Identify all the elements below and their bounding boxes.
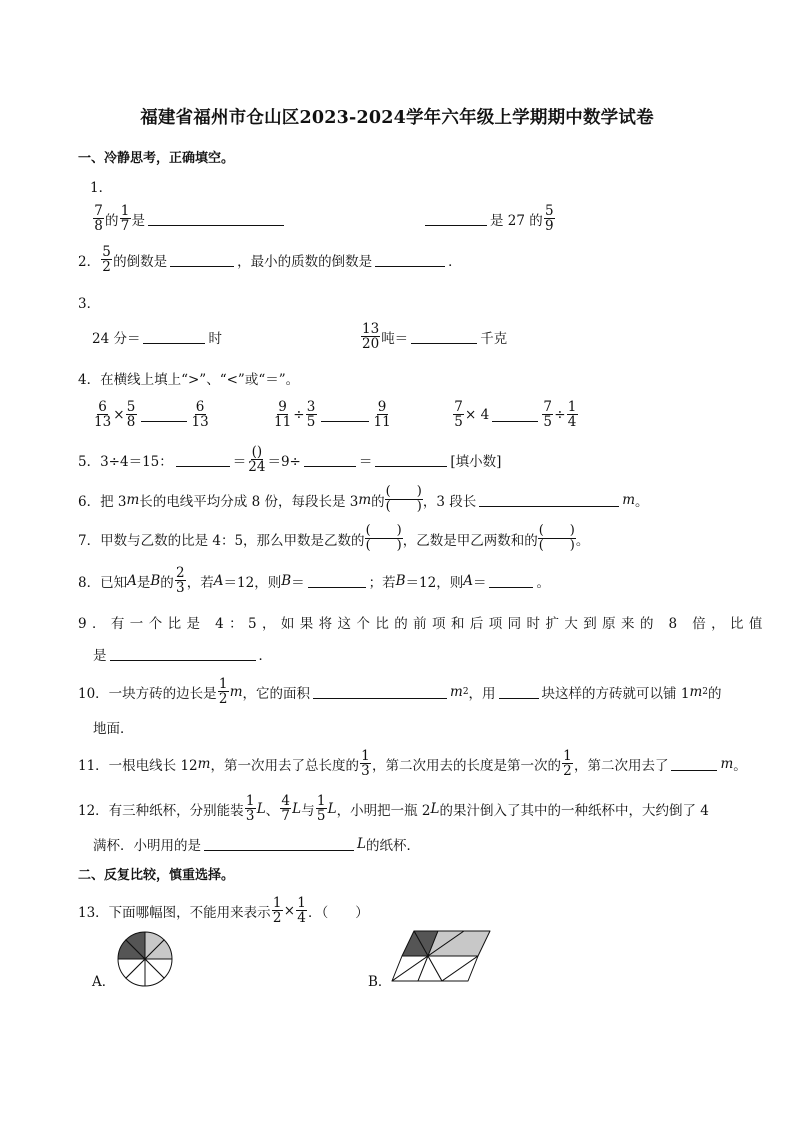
section-heading-2: 二、反复比较，慎重选择。 [78,868,235,883]
q12-line1: 12．有三种纸杯，分别能装 1 3 L 、 4 7 L 与 1 5 L ，小明把一瓶 2 L 的果汁倒入了其中的一种纸杯中，大约倒了 4 [78,793,709,825]
fraction: $\frac{1}{2}$ [272,895,282,927]
fraction: 1 5 [316,793,326,825]
q11: 11．一根电线长 12 m ，第一次用去了总长度的 1 3 ，第二次用去的长度是第一次的 1 2 ，第二次用去了 m 。 [78,748,747,780]
q10-line2: 地面． [93,721,134,737]
q12-line2: 满杯．小明用的是 L 的纸杯． [93,836,420,854]
answer-blank[interactable] [492,408,538,422]
option-b-parallelogram-figure[interactable] [390,930,494,982]
answer-blank[interactable] [170,253,234,267]
answer-blank[interactable] [425,212,487,226]
q1-number: 1． [90,180,113,196]
answer-blank[interactable] [489,574,533,588]
answer-blank[interactable] [204,837,354,851]
paren-fraction[interactable]: ( ) ( ) [538,523,575,554]
q9-line2: 是 ． [93,648,272,664]
fraction: 5 9 [544,203,554,235]
fraction: 4 7 [281,793,290,825]
answer-blank[interactable] [499,685,539,699]
q5: 5．3÷4＝15： ＝ () 24 ＝9÷ ＝ [填小数] [78,444,502,476]
answer-blank[interactable] [479,493,619,507]
answer-blank[interactable] [671,757,717,771]
answer-blank[interactable] [375,253,445,267]
fraction: $\frac{7}{5}$ [454,399,463,431]
q4-part-a: $\frac{6}{13}$ × $\frac{5}{8}$ 6 13 [94,399,209,431]
option-a-circle-figure[interactable] [117,931,173,987]
q1-part-a: 7 8 的 1 7 是 [92,204,287,233]
answer-blank[interactable] [313,685,447,699]
fraction: $\frac{7}{5}$ [543,399,552,431]
q10-line1: 10．一块方砖的边长是 1 2 m ，它的面积 m 2 ，用 块这样的方砖就可以铺 1 m 2 的 [78,676,722,708]
answer-blank[interactable] [148,212,284,226]
answer-blank[interactable] [304,453,356,467]
q3-part-a: 24 分＝ 时 [92,331,222,347]
fraction: $\frac{3}{5}$ [306,399,316,431]
q13: 13．下面哪幅图，不能用来表示 $\frac{1}{2}$ × $\frac{1}{4}$ ．（ ） [78,895,369,927]
answer-blank[interactable] [141,408,187,422]
fraction: 6 13 [191,399,209,431]
answer-blank[interactable] [411,330,477,344]
answer-blank[interactable] [143,330,205,344]
q9-line1: 9．有一个比是 4：5，如果将这个比的前项和后项同时扩大到原来的 8 倍，比值 [78,616,768,632]
fraction: $\frac{5}{8}$ [126,399,136,431]
fraction: 5 2 [102,244,111,276]
fraction: 1 3 [245,793,255,825]
q1-part-b: 是 27 的 5 9 [422,204,556,233]
q4-text: 4．在横线上填上“>”、“<”或“＝”。 [78,372,300,388]
fraction: $\frac{6}{13}$ [94,399,112,431]
answer-blank[interactable] [176,453,230,467]
q2: 2． 5 2 的倒数是 ，最小的质数的倒数是 ． [78,244,462,276]
fraction: () 24 [248,444,266,476]
fraction: 13 20 [362,321,380,353]
answer-blank[interactable] [321,408,369,422]
paren-fraction[interactable]: ( ) ( ) [385,484,422,515]
fraction: $\frac{1}{4}$ [297,895,306,927]
fraction: 1 2 [563,748,572,780]
answer-blank[interactable] [110,647,256,661]
q6: 6．把 3 m 长的电线平均分成 8 份，每段长是 3 m 的 ( ) ( ) ，3 段长 m 。 [78,484,649,515]
fraction: 9 11 [373,399,391,431]
q7: 7．甲数与乙数的比是 4：5，那么甲数是乙数的 ( ) ( ) ，乙数是甲乙两数和的 ( ) ( ) 。 [78,523,590,554]
fraction: $\frac{1}{4}$ [567,399,577,431]
paren-fraction[interactable]: ( ) ( ) [365,523,402,554]
option-a-label[interactable]: A． [92,974,116,990]
answer-blank[interactable] [308,574,366,588]
fraction: 2 3 [175,565,185,597]
option-b-label[interactable]: B． [368,974,392,990]
fraction: 7 8 [94,203,103,235]
fraction: $\frac{9}{11}$ [274,399,292,431]
q4-part-c: $\frac{7}{5}$ × 4 $\frac{7}{5}$ ÷ $\frac{1}{4}$ [454,399,577,431]
q3-number: 3． [78,296,101,312]
fraction: 1 7 [120,203,130,235]
q3-part-b: 13 20 吨＝ 千克 [362,321,508,353]
fraction: 1 3 [361,748,370,780]
answer-blank[interactable] [375,453,447,467]
fraction: 1 2 [218,676,228,708]
page-title: 福建省福州市仓山区2023-2024学年六年级上学期期中数学试卷 [140,108,654,128]
section-heading-1: 一、冷静思考，正确填空。 [78,151,235,166]
q4-part-b: $\frac{9}{11}$ ÷ $\frac{3}{5}$ 9 11 [274,399,391,431]
q8: 8．已知 A 是 B 的 2 3 ，若 A ＝12，则 B ＝ ；若 B ＝12，则 A ＝ 。 [78,565,550,597]
